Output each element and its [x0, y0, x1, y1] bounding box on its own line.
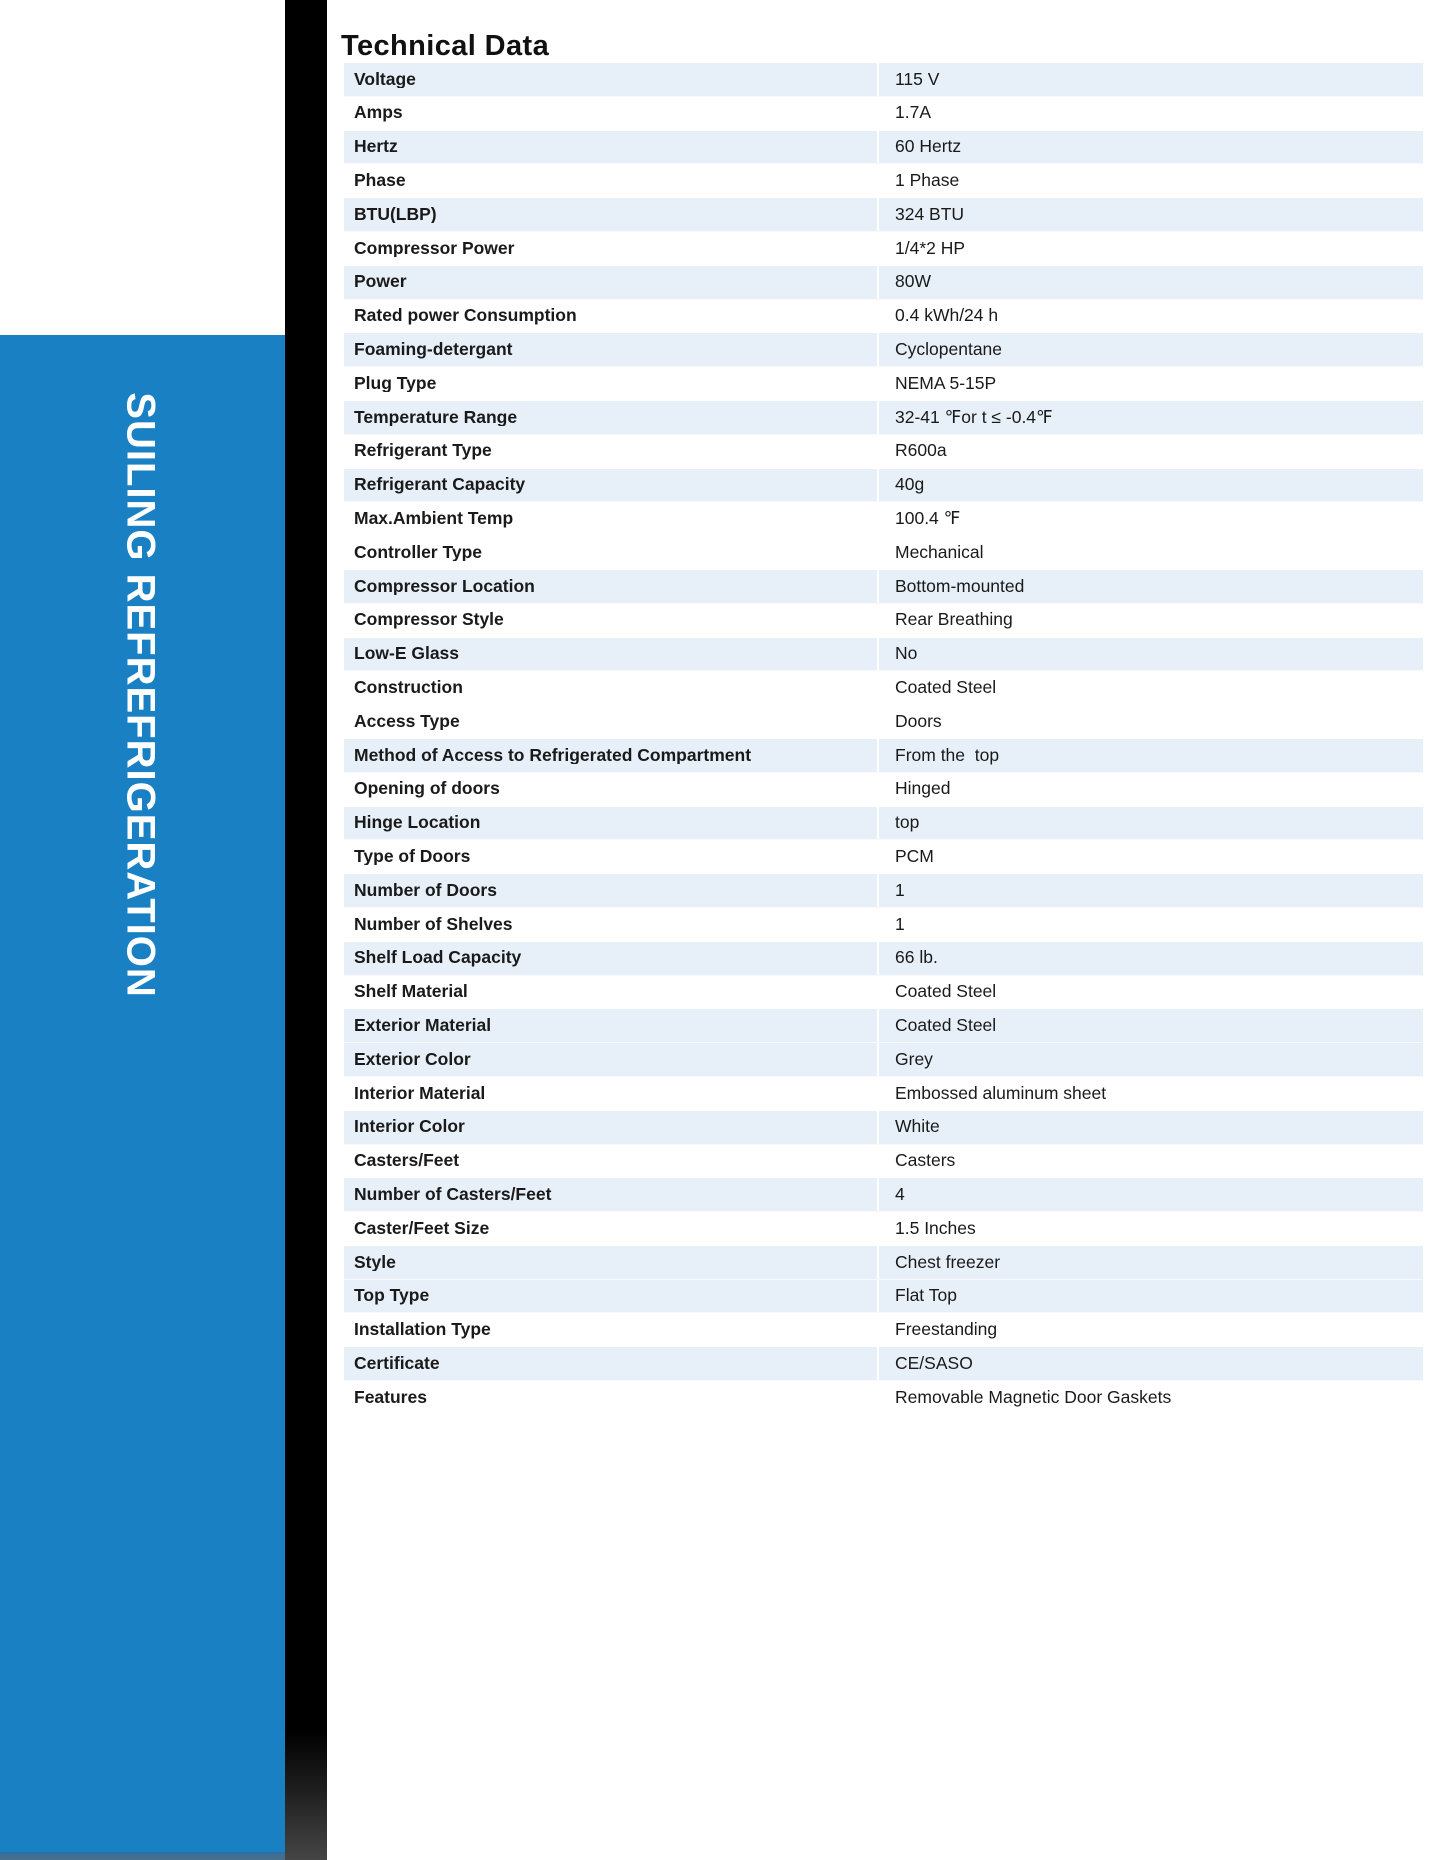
spec-row	[344, 638, 1423, 672]
spec-value: Mechanical	[877, 536, 1423, 569]
spec-label: Features	[354, 1388, 427, 1407]
spec-row	[344, 536, 1423, 570]
spec-label: Rated power Consumption	[354, 307, 577, 325]
spec-value: Doors	[877, 705, 1423, 738]
spec-label: Refrigerant Capacity	[354, 476, 526, 494]
spec-label: Shelf Load Capacity	[354, 949, 522, 967]
spec-value: Cyclopentane	[877, 333, 1423, 366]
spec-label: Interior Color	[354, 1118, 465, 1136]
spec-label: Plug Type	[354, 374, 437, 393]
spec-value: Embossed aluminum sheet	[877, 1077, 1423, 1110]
spec-row	[344, 807, 1423, 841]
page-divider-stripe	[285, 0, 327, 1860]
spec-label: Shelf Material	[354, 983, 468, 1001]
spec-label: Compressor Location	[354, 577, 535, 596]
spec-row	[344, 773, 1423, 807]
spec-row	[344, 942, 1423, 976]
spec-label: Opening of doors	[354, 780, 500, 798]
spec-value: 1/4*2 HP	[877, 232, 1423, 265]
spec-value: 32-41 ℉or t ≤ -0.4℉	[877, 401, 1423, 434]
spec-row	[344, 604, 1423, 638]
spec-row	[344, 435, 1423, 469]
spec-value: Coated Steel	[877, 1009, 1423, 1042]
spec-value: 1.7A	[877, 97, 1423, 130]
spec-label: Exterior Color	[354, 1050, 471, 1069]
spec-row	[344, 908, 1423, 942]
spec-value: Freestanding	[877, 1313, 1423, 1346]
spec-table	[344, 63, 1423, 1415]
brand-name-vertical	[118, 392, 163, 998]
spec-value: 1	[877, 908, 1423, 941]
spec-label: Hertz	[354, 138, 398, 156]
spec-label: Hinge Location	[354, 814, 481, 832]
spec-label: Compressor Style	[354, 611, 504, 629]
spec-value: 100.4 ℉	[877, 502, 1423, 535]
spec-value: Bottom-mounted	[877, 570, 1423, 603]
spec-label: Caster/Feet Size	[354, 1219, 490, 1238]
spec-value: CE/SASO	[877, 1347, 1423, 1380]
spec-value: 115 V	[877, 63, 1423, 96]
spec-row	[344, 131, 1423, 165]
spec-row	[344, 1145, 1423, 1179]
spec-value: Coated Steel	[877, 671, 1423, 704]
spec-row	[344, 232, 1423, 266]
spec-label: Casters/Feet	[354, 1152, 460, 1170]
spec-row	[344, 164, 1423, 198]
spec-row	[344, 1043, 1423, 1077]
spec-value: PCM	[877, 840, 1423, 873]
spec-value: 1 Phase	[877, 164, 1423, 197]
spec-row	[344, 1246, 1423, 1280]
spec-row	[344, 266, 1423, 300]
spec-row	[344, 1009, 1423, 1043]
spec-label: Foaming-detergant	[354, 341, 513, 359]
spec-value: NEMA 5-15P	[877, 367, 1423, 400]
spec-label: Style	[354, 1253, 396, 1272]
spec-label: Refrigerant Type	[354, 442, 492, 460]
spec-value: 66 lb.	[877, 942, 1423, 975]
spec-row	[344, 705, 1423, 739]
spec-row	[344, 671, 1423, 705]
spec-label: Power	[354, 273, 407, 291]
spec-value: Grey	[877, 1043, 1423, 1076]
spec-label: Construction	[354, 678, 463, 697]
spec-label: Access Type	[354, 712, 460, 731]
spec-row	[344, 739, 1423, 773]
spec-label: Phase	[354, 172, 406, 190]
spec-row	[344, 300, 1423, 334]
spec-value: R600a	[877, 435, 1423, 468]
spec-value: 1	[877, 874, 1423, 907]
spec-row	[344, 1077, 1423, 1111]
spec-label: Number of Shelves	[354, 915, 513, 934]
spec-value: 1.5 Inches	[877, 1212, 1423, 1245]
spec-row	[344, 502, 1423, 536]
spec-row	[344, 63, 1423, 97]
spec-value: 40g	[877, 469, 1423, 502]
spec-label: Compressor Power	[354, 239, 515, 258]
spec-value: Casters	[877, 1145, 1423, 1178]
spec-label: Certificate	[354, 1354, 440, 1373]
spec-value: 4	[877, 1178, 1423, 1211]
spec-label: Top Type	[354, 1287, 430, 1305]
spec-label: Interior Material	[354, 1084, 486, 1103]
spec-label: Number of Doors	[354, 881, 497, 900]
spec-row	[344, 570, 1423, 604]
sidebar-bottom-strip	[0, 1852, 285, 1860]
spec-row	[344, 97, 1423, 131]
spec-label: Voltage	[354, 70, 416, 89]
spec-label: Amps	[354, 104, 403, 122]
spec-value: Rear Breathing	[877, 604, 1423, 637]
spec-row	[344, 1212, 1423, 1246]
page-title: Technical Data	[341, 30, 550, 63]
spec-value: 60 Hertz	[877, 131, 1423, 164]
spec-row	[344, 469, 1423, 503]
spec-row	[344, 1178, 1423, 1212]
spec-row	[344, 367, 1423, 401]
spec-row	[344, 1313, 1423, 1347]
spec-row	[344, 1280, 1423, 1314]
spec-row	[344, 198, 1423, 232]
spec-value: Hinged	[877, 773, 1423, 806]
spec-row	[344, 1347, 1423, 1381]
spec-row	[344, 1111, 1423, 1145]
spec-value: White	[877, 1111, 1423, 1144]
spec-value: Removable Magnetic Door Gaskets	[877, 1381, 1423, 1414]
spec-value: 0.4 kWh/24 h	[877, 300, 1423, 333]
spec-value: top	[877, 807, 1423, 840]
spec-value: Coated Steel	[877, 976, 1423, 1009]
spec-label: Max.Ambient Temp	[354, 510, 514, 528]
spec-value: 80W	[877, 266, 1423, 299]
spec-value: From the top	[877, 739, 1423, 772]
spec-value: Chest freezer	[877, 1246, 1423, 1279]
spec-label: Type of Doors	[354, 847, 471, 866]
brand-name-text: SUILING REFREFRIGERATION	[118, 392, 163, 998]
spec-value: Flat Top	[877, 1280, 1423, 1313]
spec-label: Exterior Material	[354, 1016, 492, 1035]
spec-value: No	[877, 638, 1423, 671]
spec-label: Controller Type	[354, 543, 483, 562]
spec-row	[344, 976, 1423, 1010]
spec-row	[344, 874, 1423, 908]
spec-label: Method of Access to Refrigerated Compartment	[354, 746, 752, 765]
spec-row	[344, 1381, 1423, 1415]
spec-row	[344, 401, 1423, 435]
spec-label: Installation Type	[354, 1321, 491, 1339]
spec-row	[344, 333, 1423, 367]
spec-label: BTU(LBP)	[354, 205, 437, 224]
spec-label: Temperature Range	[354, 408, 518, 427]
spec-value: 324 BTU	[877, 198, 1423, 231]
spec-row	[344, 840, 1423, 874]
spec-label: Number of Casters/Feet	[354, 1185, 552, 1204]
spec-label: Low-E Glass	[354, 645, 460, 663]
